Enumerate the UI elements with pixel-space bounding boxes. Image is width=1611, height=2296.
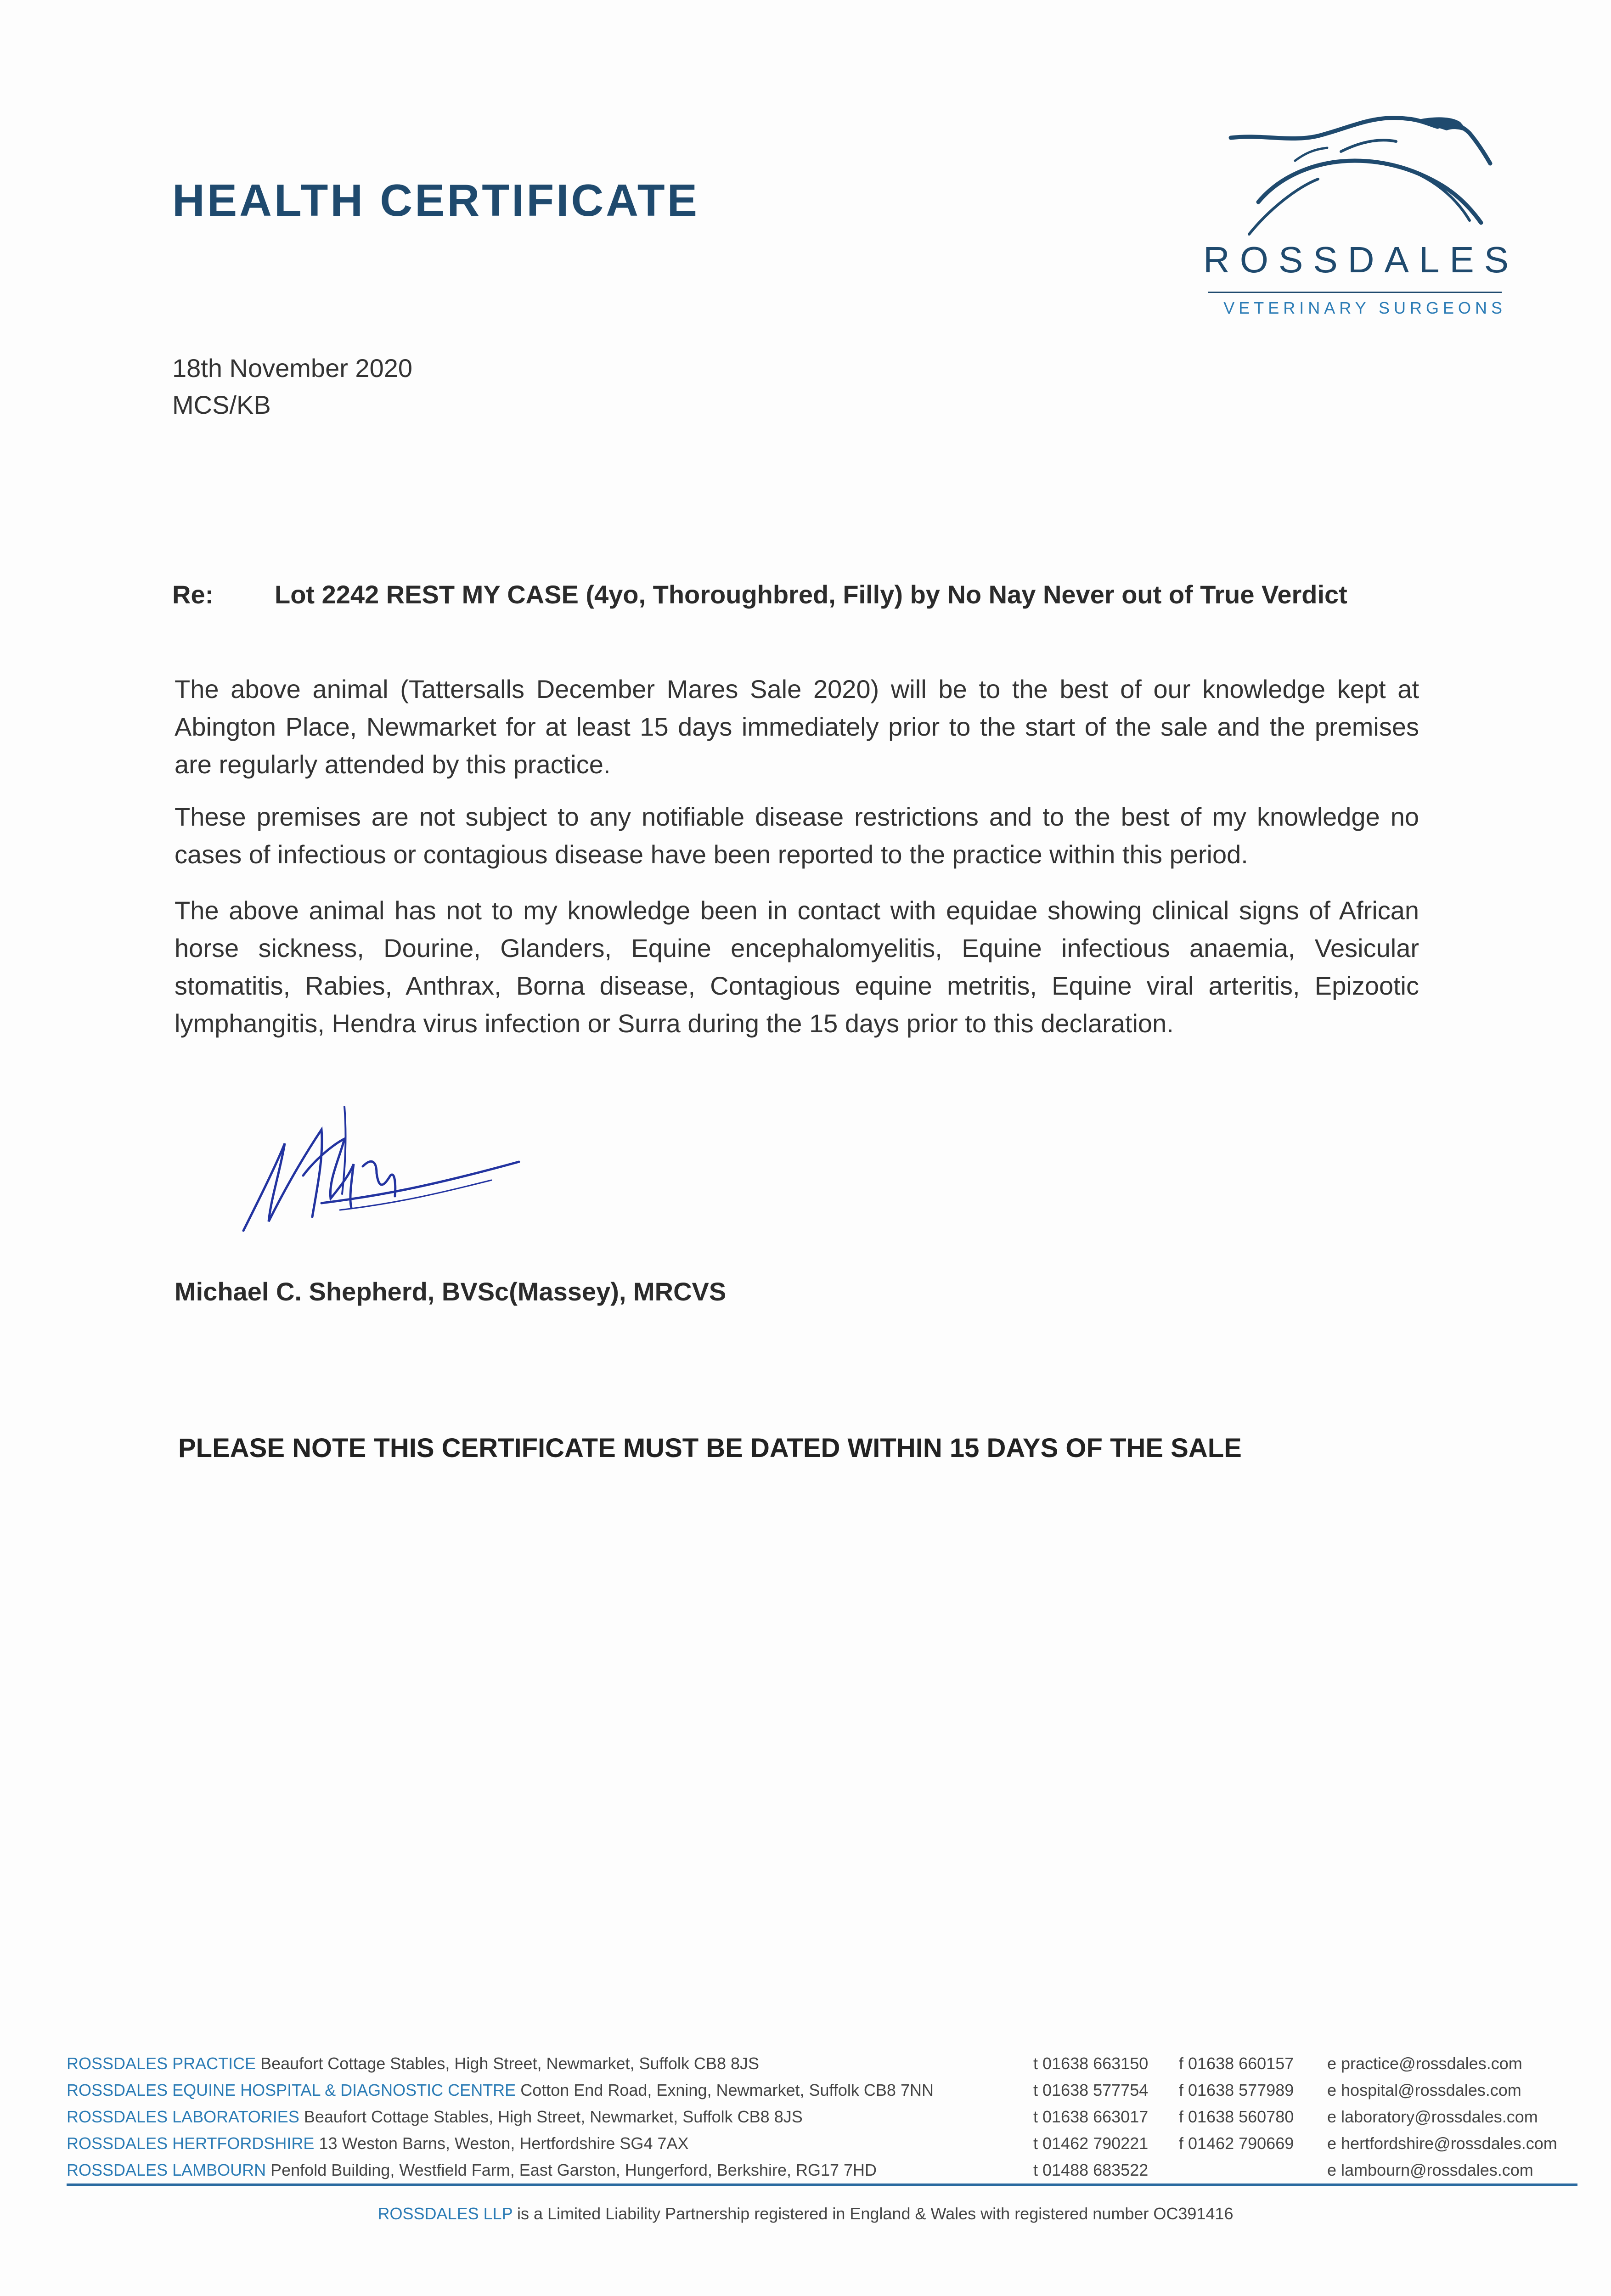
letter-reference: MCS/KB	[172, 390, 271, 419]
footer-tel: t 01638 577754	[1033, 2081, 1149, 2099]
footer-email[interactable]: e hospital@rossdales.com	[1327, 2081, 1521, 2099]
footer-tel: t 01638 663150	[1033, 2054, 1149, 2073]
footer-fax: f 01638 577989	[1179, 2081, 1294, 2099]
footer-branch-name: ROSSDALES LAMBOURN	[67, 2161, 266, 2179]
footer-branch-address: Beaufort Cottage Stables, High Street, Newmarket, Suffolk CB8 8JS	[304, 2107, 803, 2126]
legal-text: is a Limited Liability Partnership registered in England & Wales with registered number OC391416	[517, 2204, 1234, 2223]
letter-meta	[172, 350, 412, 423]
footer-email[interactable]: e hertfordshire@rossdales.com	[1327, 2134, 1557, 2153]
footer-branch-address: 13 Weston Barns, Weston, Hertfordshire SG4 7AX	[319, 2134, 689, 2153]
footer-row	[67, 2050, 1564, 2077]
footer-fax: f 01638 660157	[1179, 2054, 1294, 2073]
letter-date: 18th November 2020	[172, 354, 413, 383]
footer-email[interactable]: e lambourn@rossdales.com	[1327, 2161, 1533, 2179]
footer-divider	[67, 2183, 1577, 2186]
footer-branch-name: ROSSDALES EQUINE HOSPITAL & DIAGNOSTIC CENTRE	[67, 2081, 516, 2099]
legal-notice	[0, 2204, 1611, 2223]
footer-contacts	[67, 2050, 1564, 2183]
paragraph-diseases: The above animal has not to my knowledge been in contact with equidae showing clinical signs of African horse sickness, Dourine, Glanders, Equine encephalomyelitis, Equine infectious anaemia, Vesicular stomatitis, Rabies, Anthrax, Borna disease, Contagious equine metritis, Equine viral arteritis, Epizootic lymphangitis, Hendra virus infection or Surra during the 15 days prior to this declaration.	[175, 896, 1419, 1038]
footer-tel: t 01462 790221	[1033, 2134, 1149, 2153]
footer-tel: t 01488 683522	[1033, 2161, 1149, 2179]
re-label: Re:	[172, 580, 214, 609]
footer-branch-address: Penfold Building, Westfield Farm, East Garston, Hungerford, Berkshire, RG17 7HD	[270, 2161, 877, 2179]
footer-tel: t 01638 663017	[1033, 2107, 1149, 2126]
signatory-name: Michael C. Shepherd, BVSc(Massey), MRCVS	[175, 1277, 727, 1306]
footer-branch-name: ROSSDALES LABORATORIES	[67, 2107, 299, 2126]
footer-fax: f 01638 560780	[1179, 2107, 1294, 2126]
logo-divider	[1208, 292, 1502, 293]
footer-row	[67, 2130, 1564, 2157]
footer-branch-address: Cotton End Road, Exning, Newmarket, Suffolk CB8 7NN	[520, 2081, 934, 2099]
handwritten-signature	[225, 1088, 546, 1244]
paragraph-premises: These premises are not subject to any notifiable disease restrictions and to the best of my knowledge no cases of infectious or contagious disease have been reported to the practice within this period.	[175, 802, 1419, 869]
footer-email[interactable]: e practice@rossdales.com	[1327, 2054, 1522, 2073]
footer-row	[67, 2157, 1564, 2183]
footer-branch-name: ROSSDALES PRACTICE	[67, 2054, 256, 2073]
footer-row	[67, 2077, 1564, 2104]
rossdales-logo	[1203, 106, 1519, 326]
paragraph-location: The above animal (Tattersalls December Mares Sale 2020) will be to the best of our knowledge kept at Abington Place, Newmarket for at least 15 days immediately prior to the start of the sale and the premises are regularly attended by this practice.	[175, 675, 1419, 779]
horse-logo-icon	[1222, 106, 1497, 243]
logo-tagline: VETERINARY SURGEONS	[1223, 298, 1506, 317]
re-subject: Lot 2242 REST MY CASE (4yo, Thoroughbred, Filly) by No Nay Never out of True Verdict	[275, 580, 1347, 609]
footer-fax: f 01462 790669	[1179, 2134, 1294, 2153]
document-title: HEALTH CERTIFICATE	[172, 175, 699, 225]
footer-branch-address: Beaufort Cottage Stables, High Street, Newmarket, Suffolk CB8 8JS	[260, 2054, 759, 2073]
footer-email[interactable]: e laboratory@rossdales.com	[1327, 2107, 1538, 2126]
logo-wordmark: ROSSDALES	[1203, 239, 1519, 280]
footer-branch-name: ROSSDALES HERTFORDSHIRE	[67, 2134, 315, 2153]
certificate-note: PLEASE NOTE THIS CERTIFICATE MUST BE DATED WITHIN 15 DAYS OF THE SALE	[178, 1433, 1242, 1463]
footer-row	[67, 2104, 1564, 2130]
legal-company-name: ROSSDALES LLP	[377, 2204, 513, 2223]
